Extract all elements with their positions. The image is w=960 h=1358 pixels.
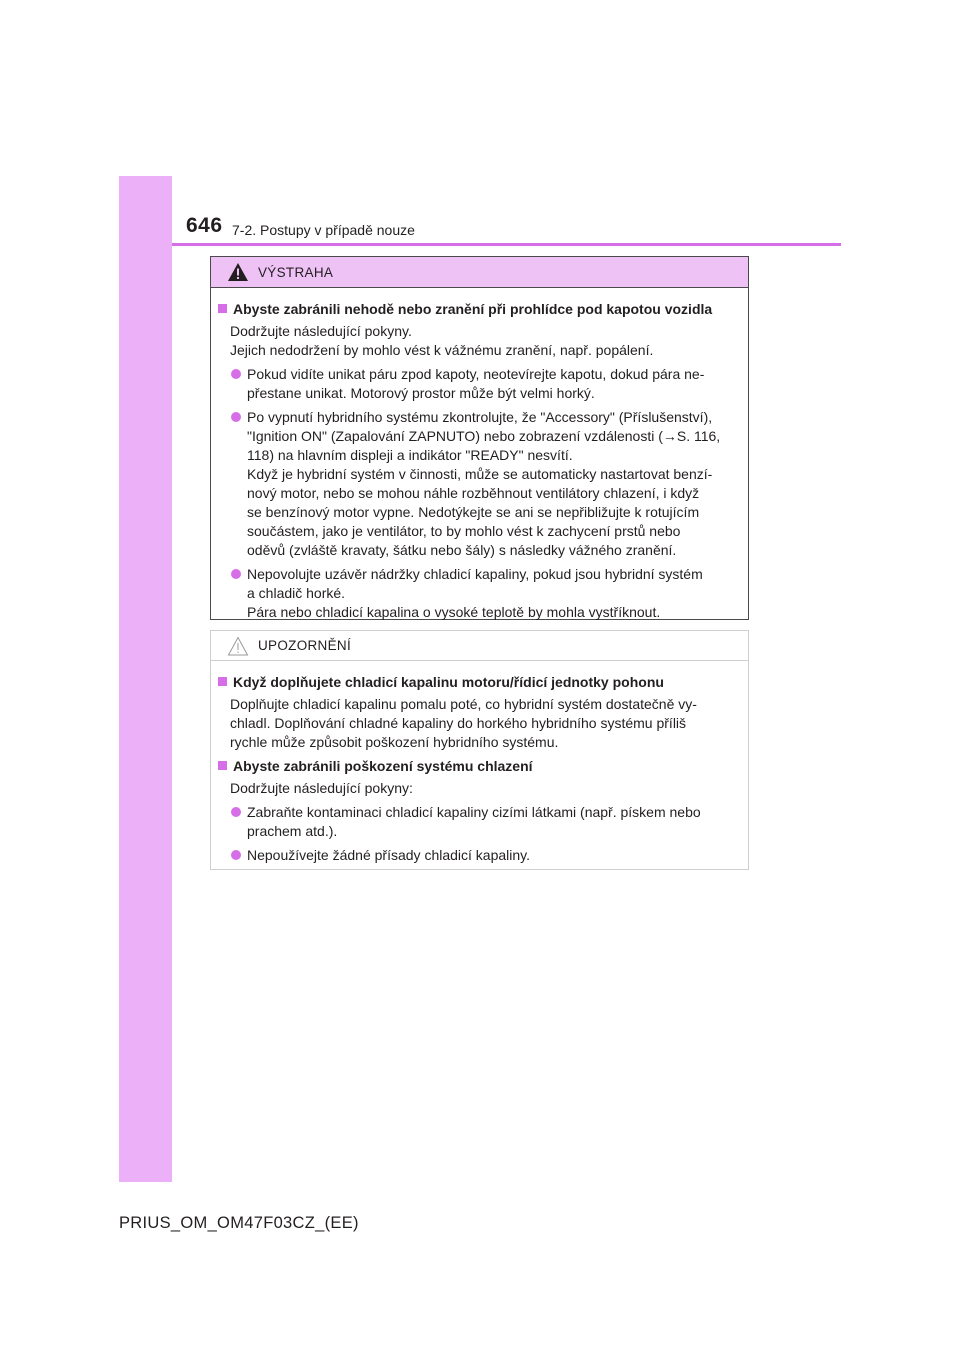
square-bullet-icon	[218, 304, 227, 313]
document-code: PRIUS_OM_OM47F03CZ_(EE)	[119, 1214, 359, 1232]
list-item: Pokud vidíte unikat páru zpod kapoty, neotevírejte kapotu, dokud pára ne- přestane unikat. Motorový prostor může být velmi horký.	[218, 365, 741, 403]
caution-paragraph-1: Doplňujte chladicí kapalinu pomalu poté, co hybridní systém dostatečně vy- chladl. Doplňování chladné kapaliny do horkého hybridního systému příliš rychle může způsobit poškození hybridního systému.	[230, 696, 697, 750]
round-bullet-icon	[231, 369, 241, 379]
caution-subheading-2: Abyste zabránili poškození systému chlazení	[218, 757, 741, 776]
round-bullet-icon	[231, 569, 241, 579]
list-item: Nepoužívejte žádné přísady chladicí kapaliny.	[218, 846, 741, 865]
list-item: Zabraňte kontaminaci chladicí kapaliny cizími látkami (např. pískem nebo prachem atd.).	[218, 803, 741, 841]
caution-intro-2: Dodržujte následující pokyny:	[230, 780, 413, 796]
square-bullet-icon	[218, 761, 227, 770]
section-title: 7-2. Postupy v případě nouze	[232, 222, 415, 238]
caution-box	[210, 630, 749, 870]
header-rule	[172, 243, 841, 246]
round-bullet-icon	[231, 412, 241, 422]
round-bullet-icon	[231, 850, 241, 860]
side-tab-band	[119, 176, 172, 1182]
round-bullet-icon	[231, 807, 241, 817]
warning-intro: Dodržujte následující pokyny. Jejich nedodržení by mohlo vést k vážnému zranění, např. popálení.	[230, 323, 654, 358]
caution-title: UPOZORNĚNÍ	[258, 638, 352, 653]
caution-subheading-1: Když doplňujete chladicí kapalinu motoru/řídicí jednotky pohonu	[218, 673, 741, 692]
caution-body	[211, 661, 748, 865]
page-number: 646	[186, 214, 223, 237]
list-item: Po vypnutí hybridního systému zkontrolujte, že "Accessory" (Příslušenství), "Ignition ON" (Zapalování ZAPNUTO) nebo zobrazení vzdálenosti (→S. 116, 118) na hlavním displeji a indikátor "READY" nesvítí. Když je hybridní systém v činnosti, může se automaticky nastartovat benzí- nový motor, nebo se mohou náhle rozběhnout ventilátory chlazení, i když se benzínový motor vypne. Nedotýkejte se ani se nepřibližujte k rotujícím součástem, jako je ventilátor, to by mohlo vést k zachycení prstů nebo oděvů (zvláště kravaty, šátku nebo šály) s následky vážného zranění.	[218, 408, 741, 560]
warning-box	[210, 256, 749, 620]
square-bullet-icon	[218, 677, 227, 686]
caution-header	[211, 631, 748, 661]
warning-header	[211, 257, 748, 288]
caution-triangle-outline-icon	[227, 636, 249, 656]
warning-subheading: Abyste zabránili nehodě nebo zranění při prohlídce pod kapotou vozidla	[218, 300, 741, 319]
warning-title: VÝSTRAHA	[258, 264, 334, 280]
warning-triangle-filled-icon	[227, 262, 249, 282]
list-item: Nepovolujte uzávěr nádržky chladicí kapaliny, pokud jsou hybridní systém a chladič horké. Pára nebo chladicí kapalina o vysoké teplotě by mohla vystříknout.	[218, 565, 741, 622]
warning-body	[211, 288, 748, 622]
